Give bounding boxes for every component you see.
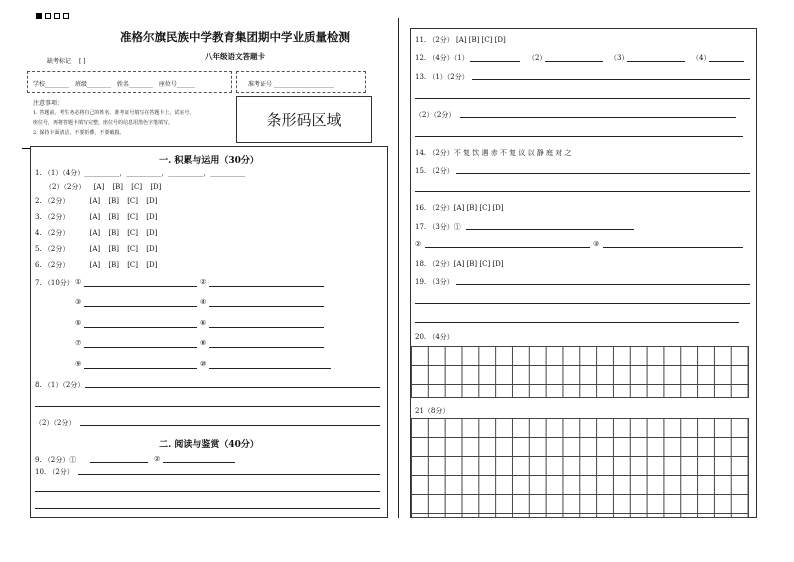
q7-blank-4[interactable] <box>209 306 324 307</box>
q12-blank-2[interactable] <box>545 61 603 62</box>
q5 <box>35 244 157 254</box>
option-d[interactable]: [D] <box>150 183 162 191</box>
q17-blank-3[interactable] <box>603 247 743 248</box>
option-b[interactable]: [B] <box>108 197 119 205</box>
q17-mark-3: ③ <box>593 240 600 248</box>
q7-mark-7: ⑦ <box>75 339 82 347</box>
q17-blank-2[interactable] <box>425 247 590 248</box>
option-b[interactable]: [B] <box>108 229 119 237</box>
exam-no-field[interactable]: 准考证号 ____________________ <box>248 81 334 88</box>
option-a[interactable]: [A] <box>89 245 101 253</box>
q7-mark-8: ⑧ <box>200 339 207 347</box>
q12-blank-3[interactable] <box>627 61 685 62</box>
option-d[interactable]: [D] <box>146 197 158 205</box>
q17-blank-1[interactable] <box>466 229 634 230</box>
option-a[interactable]: [A] <box>89 197 101 205</box>
q9-blank-2[interactable] <box>163 462 235 463</box>
seat-field[interactable]: 座位号______ <box>158 81 195 88</box>
q13-1-line-1[interactable] <box>472 79 750 80</box>
q1-2-label: （2）（2分） <box>45 183 86 191</box>
note-line: 2. 保持卡面清洁，不要折叠，不要破损。 <box>33 130 125 136</box>
option-c[interactable]: [C] <box>127 197 139 205</box>
q12-part-4: （4） <box>692 54 711 62</box>
q7-mark-4: ④ <box>200 298 207 306</box>
q15-line-2[interactable] <box>415 191 750 192</box>
q13-2-line-2[interactable] <box>415 136 743 137</box>
option-c[interactable]: [C] <box>127 245 139 253</box>
q7-blank-7[interactable] <box>84 347 197 348</box>
q8-1-line-2[interactable] <box>35 406 380 407</box>
q20-label: 20. （4分） <box>415 333 454 341</box>
q12-part-3: （3） <box>610 54 629 62</box>
q1-1-blanks[interactable]: __________，__________，__________，__________ <box>84 169 246 177</box>
q21-label: 21（8分） <box>415 407 450 415</box>
option-c[interactable]: [C] <box>127 229 139 237</box>
q6-label: 6. （2分） <box>35 261 70 269</box>
q4-label: 4. （2分） <box>35 229 70 237</box>
q1-1-label: 1. （1）（4分） <box>35 169 85 177</box>
q2-label: 2. （2分） <box>35 197 70 205</box>
q7-mark-9: ⑨ <box>75 360 82 368</box>
q7-blank-10[interactable] <box>209 368 331 369</box>
name-field[interactable]: 姓名________ <box>116 81 153 88</box>
q15-label: 15. （2分） <box>415 167 454 175</box>
column-divider <box>398 18 399 518</box>
note-line: 座位号，再将答题卡填写完整，座位号的信息用黑色字笔填写。 <box>33 120 174 126</box>
q12-blank-4[interactable] <box>709 61 744 62</box>
option-b[interactable]: [B] <box>108 261 119 269</box>
q10-line-3[interactable] <box>35 508 380 509</box>
q13-1-label: 13. （1）（2分） <box>415 73 469 81</box>
q11[interactable]: 11. （2分） [A] [B] [C] [D] <box>415 36 506 44</box>
q7-blank-2[interactable] <box>209 286 324 287</box>
option-b[interactable]: [B] <box>108 245 119 253</box>
option-d[interactable]: [D] <box>146 245 158 253</box>
q19-line-1[interactable] <box>456 284 750 285</box>
q7-mark-10: ⑩ <box>200 360 207 368</box>
notes-title: 注意事项： <box>33 100 64 107</box>
section2-title: 二. 阅读与鉴赏（40分） <box>159 440 259 450</box>
option-c[interactable]: [C] <box>127 261 139 269</box>
q10-line-1[interactable] <box>78 474 380 475</box>
q12-blank-1[interactable] <box>470 61 520 62</box>
option-c[interactable]: [C] <box>131 183 143 191</box>
q12-part-2: （2） <box>528 54 547 62</box>
option-a[interactable]: [A] <box>89 229 101 237</box>
option-d[interactable]: [D] <box>146 213 158 221</box>
q13-1-line-2[interactable] <box>415 98 750 99</box>
q5-label: 5. （2分） <box>35 245 70 253</box>
q17-mark-2: ② <box>415 240 422 248</box>
class-field[interactable]: 班级________ <box>74 81 111 88</box>
q7-blank-5[interactable] <box>84 327 197 328</box>
student-fields <box>33 79 195 88</box>
q12-label: 12. （4分）（1） <box>415 54 469 62</box>
page-title: 准格尔旗民族中学教育集团期中学业质量检测 <box>120 30 350 44</box>
q14: 14. （2分）不 复 饮 遇 赤 不 复 议 以 静 庭 对 之 <box>415 149 572 157</box>
option-b[interactable]: [B] <box>112 183 124 191</box>
q10-line-2[interactable] <box>35 491 380 492</box>
option-a[interactable]: [A] <box>89 213 101 221</box>
q7-blank-8[interactable] <box>209 347 324 348</box>
q9-blank-1[interactable] <box>90 462 148 463</box>
notes <box>33 108 233 138</box>
option-a[interactable]: [A] <box>93 183 105 191</box>
q7-blank-6[interactable] <box>209 327 324 328</box>
q6 <box>35 260 157 270</box>
option-d[interactable]: [D] <box>146 229 158 237</box>
corner-marks <box>36 11 72 20</box>
absent-mark-label: 缺考标记 <box>47 58 72 65</box>
q2 <box>35 196 157 206</box>
school-field[interactable]: 学校________ <box>33 81 70 88</box>
q13-2-label: （2）（2分） <box>415 111 456 119</box>
note-line: 1. 答题前，考生务必将自己的姓名、准考证号填写在答题卡上，试室号、 <box>33 110 195 116</box>
q7-mark-2: ② <box>200 278 207 286</box>
q10-label: 10. （2分） <box>35 468 74 476</box>
q7-blank-3[interactable] <box>84 306 197 307</box>
q7-mark-1: ① <box>75 278 82 286</box>
q8-2-line[interactable] <box>80 425 380 426</box>
q13-2-line-1[interactable] <box>460 117 736 118</box>
q21-writing-grid[interactable] <box>411 418 749 518</box>
q3 <box>35 212 157 222</box>
q9-label: 9. （2分）① <box>35 456 77 464</box>
q19-label: 19. （3分） <box>415 278 454 286</box>
option-c[interactable]: [C] <box>127 213 139 221</box>
q1-1 <box>35 168 245 178</box>
q7-blank-9[interactable] <box>84 368 197 369</box>
page-subtitle: 八年级语文答题卡 <box>205 52 265 61</box>
option-a[interactable]: [A] <box>89 261 101 269</box>
q15-line-1[interactable] <box>456 173 750 174</box>
q18[interactable]: 18. （2分）[A] [B] [C] [D] <box>415 260 504 268</box>
q17-label: 17. （3分）① <box>415 223 461 231</box>
q7-mark-5: ⑤ <box>75 319 82 327</box>
tick-mark <box>22 148 30 149</box>
q19-line-3[interactable] <box>415 322 739 323</box>
q8-2-label: （2）（2分） <box>35 419 76 427</box>
q4 <box>35 228 157 238</box>
q16[interactable]: 16. （2分）[A] [B] [C] [D] <box>415 204 504 212</box>
q3-label: 3. （2分） <box>35 213 70 221</box>
q9-mark-2: ② <box>154 455 161 463</box>
q7-label: 7. （10分） <box>35 279 74 287</box>
absent-mark[interactable] <box>47 56 86 65</box>
q7-mark-6: ⑥ <box>200 319 207 327</box>
option-d[interactable]: [D] <box>146 261 158 269</box>
option-b[interactable]: [B] <box>108 213 119 221</box>
absent-mark-box[interactable]: [ ] <box>78 58 86 65</box>
q1-2 <box>45 182 161 192</box>
q8-1-label: 8. （1）（2分） <box>35 381 85 389</box>
q19-line-2[interactable] <box>415 303 750 304</box>
q8-1-line-1[interactable] <box>85 387 380 388</box>
q7-blank-1[interactable] <box>84 286 197 287</box>
q20-writing-grid[interactable] <box>411 346 749 398</box>
q7-mark-3: ③ <box>75 298 82 306</box>
barcode-label: 条形码区域 <box>266 111 342 129</box>
section1-title: 一. 积累与运用（30分） <box>159 156 259 166</box>
